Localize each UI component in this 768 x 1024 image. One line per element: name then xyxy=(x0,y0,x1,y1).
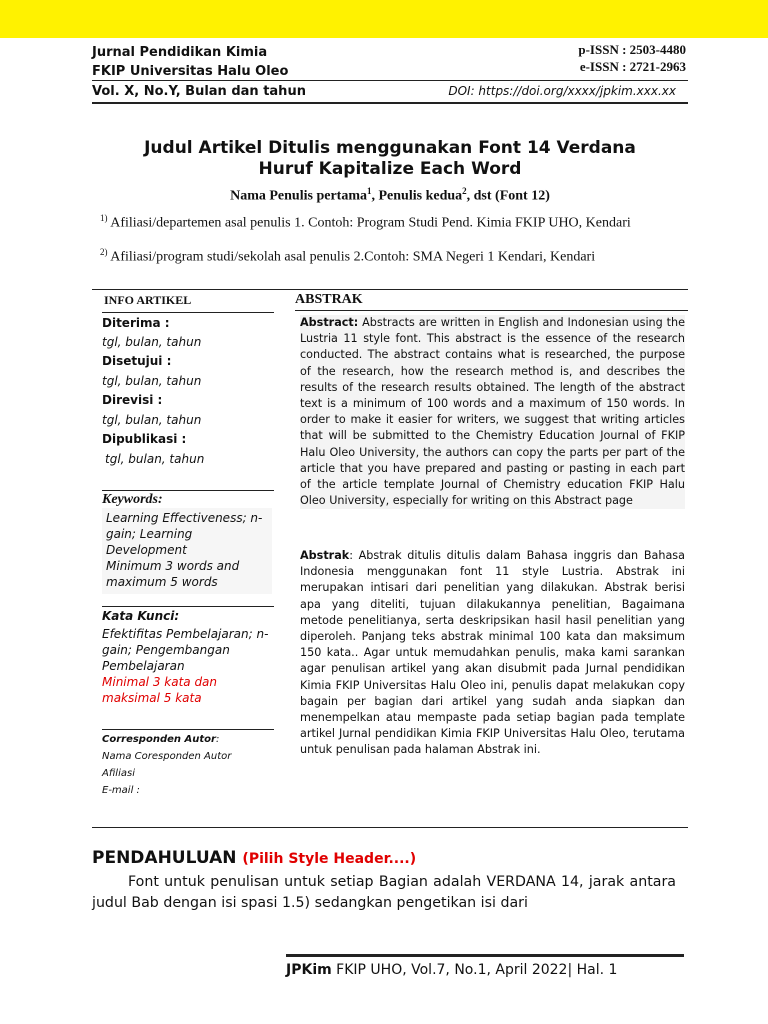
section-style-hint: (Pilih Style Header....) xyxy=(242,851,417,867)
kata-kunci-line: Efektifitas Pembelajaran; n- xyxy=(102,627,269,641)
kata-kunci-title: Kata Kunci: xyxy=(102,609,180,623)
footer-rule xyxy=(286,954,684,957)
affil-2-text: Afiliasi/program studi/sekolah asal penulis 2.Contoh: SMA Negeri 1 Kendari, Kendari xyxy=(107,249,596,265)
page-footer xyxy=(286,962,617,978)
title-line-1: Judul Artikel Ditulis menggunakan Font 14 Verdana xyxy=(144,138,636,158)
header-bottom-rule xyxy=(92,102,688,104)
journal-name: Jurnal Pendidikan Kimia xyxy=(92,45,268,60)
published-label: Dipublikasi : xyxy=(102,432,187,446)
author-2-sup: 2 xyxy=(462,186,467,196)
kata-kunci-rule xyxy=(102,729,274,730)
keywords-rule xyxy=(102,606,274,607)
doi-link[interactable]: DOI: https://doi.org/xxxx/jpkim.xxx.xx xyxy=(448,84,676,98)
author-2: , Penulis kedua xyxy=(371,188,463,204)
abstract-heading-rule xyxy=(295,310,688,311)
revised-label: Direvisi : xyxy=(102,393,163,407)
info-heading: INFO ARTIKEL xyxy=(104,293,192,307)
abstract-id-text: : Abstrak ditulis ditulis dalam Bahasa inggris dan Bahasa Indonesia menggunakan font 11 style Lustria. Abstrak ini merupakan intisari dari penelitian yang dilakukan. Abstrak berisi apa yang diteliti, tujuan dilakukannya penelitian, Bagaimana metode penelitianya, serta deskripsikan hasil hasil penelitian yang diperoleh. Panjang teks abstrak minimal 100 kata dan maksimum 150 kata.. Agar untuk memudahkan penulis, maka kami sarankan agar penulisan artikel yang akan disubmit pada Jurnal pendidikan Kimia FKIP Universitas Halu Oleo ini, penulis dapat melakukan copy bagain per bagian dari artikel yang sudah anda siapkan dan menempelkan atau mempaste pada setiap bagian pada template artikel Jurnal pendidikan Kimia FKIP Universitas Halu Oleo, terutama untuk penulisan pada halaman Abstrak ini. xyxy=(300,549,685,757)
approved-value: tgl, bulan, tahun xyxy=(102,374,202,388)
article-title xyxy=(92,138,688,180)
received-label: Diterima : xyxy=(102,316,170,330)
published-value: tgl, bulan, tahun xyxy=(105,452,205,466)
affiliation-2 xyxy=(100,244,670,266)
info-heading-rule xyxy=(102,312,274,313)
kata-kunci-line: Pembelajaran xyxy=(102,659,185,673)
abstract-english xyxy=(300,315,685,509)
keywords-title: Keywords: xyxy=(102,492,163,507)
footer-brand: JPKim xyxy=(286,962,332,978)
abstract-id-label: Abstrak xyxy=(300,549,350,562)
approved-label: Disetujui : xyxy=(102,354,172,368)
keyword-line: Learning Effectiveness; n- xyxy=(106,511,263,525)
author-rest: , dst (Font 12) xyxy=(466,188,550,204)
abstract-indonesian xyxy=(300,548,685,759)
section-top-rule xyxy=(92,827,688,828)
title-line-2: Huruf Kapitalize Each Word xyxy=(258,159,522,179)
corresponden-colon: : xyxy=(215,734,220,745)
affil-2-sup: 2) xyxy=(100,247,108,257)
affil-1-text: Afiliasi/departemen asal penulis 1. Contoh: Program Studi Pend. Kimia FKIP UHO, Kendari xyxy=(107,215,631,231)
corresponden-email: E-mail : xyxy=(102,785,140,796)
corresponden-label xyxy=(102,734,219,745)
received-value: tgl, bulan, tahun xyxy=(102,335,202,349)
kata-kunci-list xyxy=(102,626,272,706)
section-title: PENDAHULUAN xyxy=(92,848,243,868)
section-body: Font untuk penulisan untuk setiap Bagian adalah VERDANA 14, jarak antara judul Bab dengan isi spasi 1.5) sedangkan pengetikan isi dari xyxy=(92,874,676,911)
abstract-en-text: Abstracts are written in English and Indonesian using the Lustria 11 style font. This abstract is the essence of the research conducted. The abstract contains what is researched, the purpose of the research, how the research method is, and describes the results of the research results obtained. The length of the abstract text is a minimum of 100 words and a maximum of 150 words. In order to make it easier for writers, we suggest that writing articles that will be submitted to the Chemistry Education Journal of FKIP Halu Oleo University, the authors can copy the parts per part of the article that you have prepared and pasting or pasting in each part of the article template Journal of Chemistry education FKIP Halu Oleo University, especially for writing on this Abstract page xyxy=(300,316,685,508)
keyword-line: gain; Learning xyxy=(106,527,193,541)
journal-faculty: FKIP Universitas Halu Oleo xyxy=(92,64,289,79)
abstract-heading: ABSTRAK xyxy=(295,292,363,307)
corresponden-title: Corresponden Autor xyxy=(102,734,216,745)
info-top-rule xyxy=(92,289,688,290)
volume-info: Vol. X, No.Y, Bulan dan tahun xyxy=(92,84,306,99)
keyword-line: Minimum 3 words and xyxy=(106,559,240,573)
kata-kunci-note: Minimal 3 kata dan xyxy=(102,675,218,689)
author-list xyxy=(92,186,688,205)
top-color-bar xyxy=(0,0,768,38)
footer-text: FKIP UHO, Vol.7, No.1, April 2022| Hal. 1 xyxy=(331,962,618,978)
affil-1-sup: 1) xyxy=(100,213,108,223)
header-divider xyxy=(92,80,688,81)
kata-kunci-line: gain; Pengembangan xyxy=(102,643,230,657)
dates-rule xyxy=(102,490,274,491)
corresponden-name: Nama Coresponden Autor xyxy=(102,751,232,762)
keyword-line: Development xyxy=(106,543,187,557)
affiliation-1 xyxy=(100,210,670,232)
section-heading xyxy=(92,848,416,868)
p-issn: p-ISSN : 2503-4480 xyxy=(578,42,686,57)
abstract-en-label: Abstract: xyxy=(300,316,359,329)
e-issn: e-ISSN : 2721-2963 xyxy=(579,59,686,74)
corresponden-affiliation: Afiliasi xyxy=(102,768,135,779)
author-1-sup: 1 xyxy=(367,186,372,196)
keywords-list xyxy=(102,508,272,594)
revised-value: tgl, bulan, tahun xyxy=(102,413,202,427)
author-1: Nama Penulis pertama xyxy=(230,188,367,204)
keyword-line: maximum 5 words xyxy=(106,575,218,589)
kata-kunci-note: maksimal 5 kata xyxy=(102,691,202,705)
